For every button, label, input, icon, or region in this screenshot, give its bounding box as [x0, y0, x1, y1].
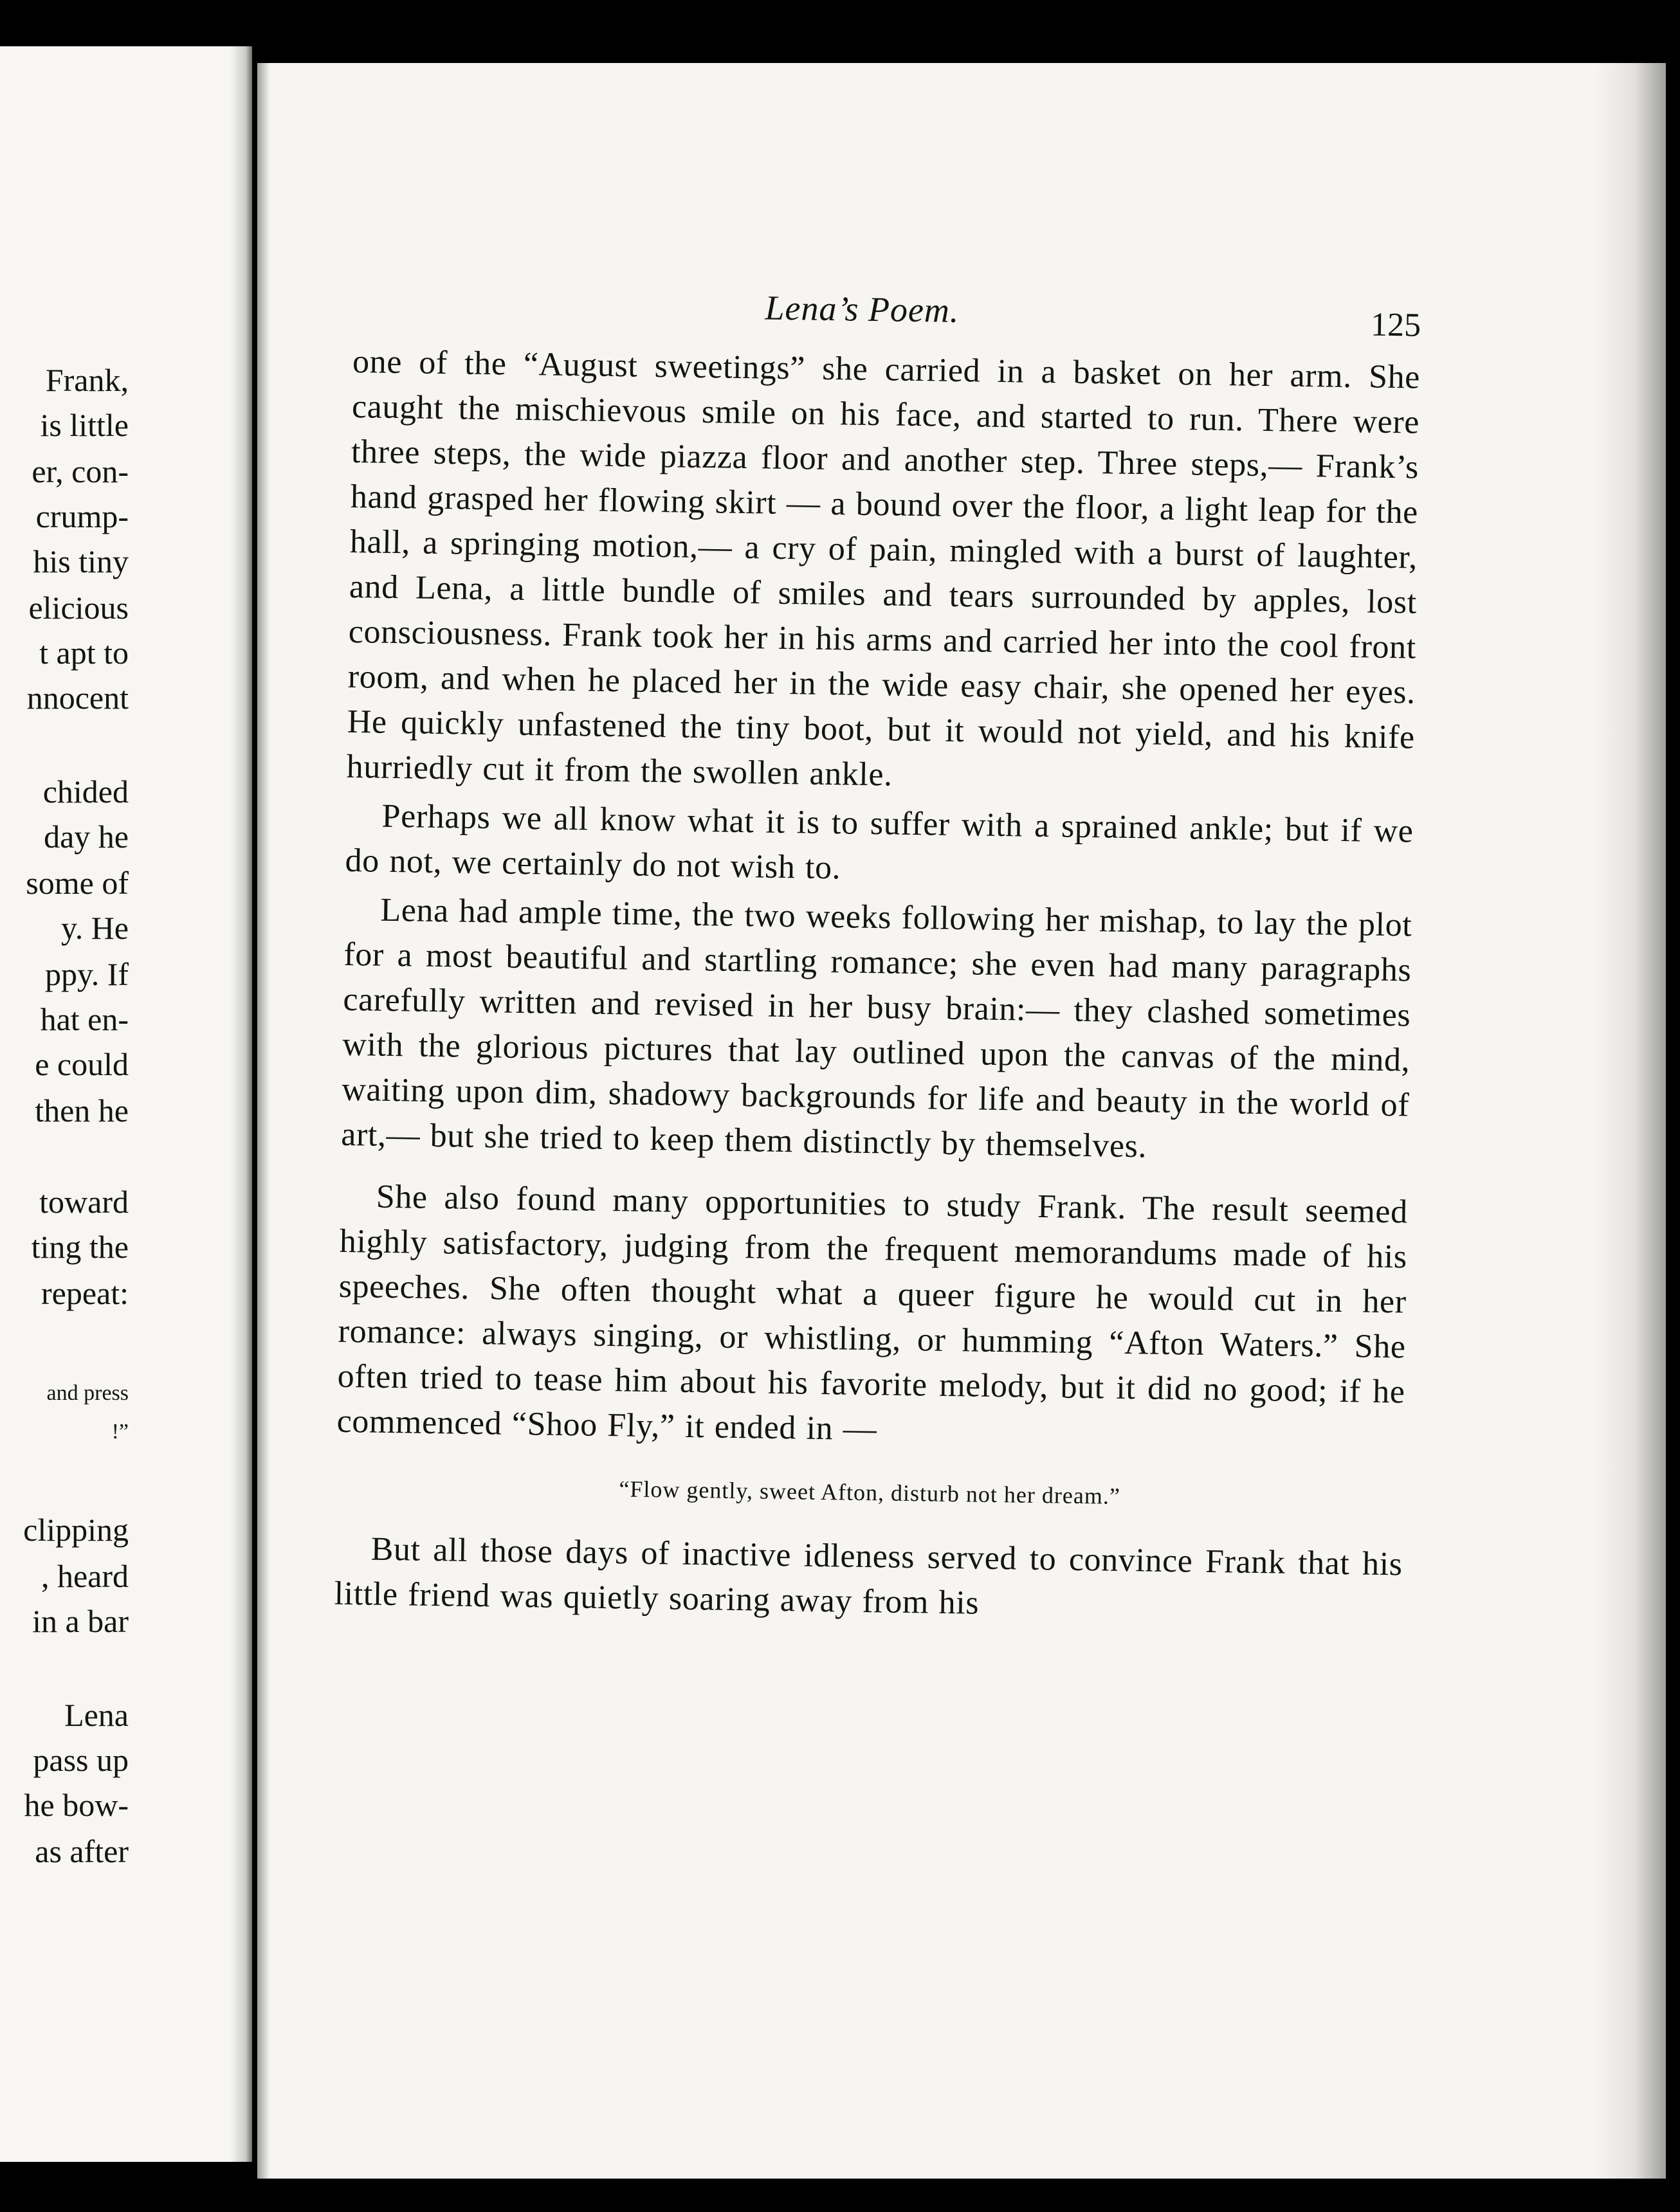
- previous-page-line: pass up: [33, 1742, 129, 1778]
- binding-shadow: [230, 46, 252, 2162]
- previous-page-line: e could: [35, 1046, 129, 1082]
- book-page: [257, 63, 1666, 2179]
- page-inner-shadow: [257, 63, 270, 2179]
- previous-page-line: repeat:: [41, 1275, 129, 1311]
- previous-page-line: ting the: [31, 1229, 129, 1265]
- previous-page-line: Lena: [64, 1697, 129, 1733]
- scan-border: [1666, 0, 1680, 2212]
- page-edge-shadow: [1595, 63, 1666, 2179]
- previous-page-line: his tiny: [33, 543, 129, 579]
- previous-page-line: hat en-: [40, 1001, 129, 1037]
- previous-page-line: Frank,: [45, 362, 129, 398]
- previous-page-fragment: [0, 46, 252, 2162]
- previous-page-line: some of: [26, 865, 129, 901]
- previous-page-line: is little: [40, 407, 129, 443]
- previous-page-line: y. He: [60, 910, 129, 946]
- verse-quote: “Flow gently, sweet Afton, disturb not her dream.”: [619, 1476, 1121, 1509]
- previous-page-line: chided: [42, 774, 129, 810]
- previous-page-line: ppy. If: [44, 956, 129, 992]
- previous-page-line: er, con-: [32, 453, 129, 489]
- previous-page-line: nnocent: [26, 680, 129, 716]
- previous-page-line: , heard: [41, 1558, 129, 1594]
- body-text: [334, 340, 1420, 1632]
- running-title: Lena’s Poem.: [765, 288, 960, 330]
- paragraph: Perhaps we all know what it is to suffer with a sprained ankle; but if we do not, we certainly do not wish to.: [345, 797, 1414, 887]
- page-number: 125: [1370, 306, 1421, 344]
- paragraph: one of the “August sweetings” she carried in a basket on her arm. She caught the mischievous smile on his face, and started to run. There were three steps, the wide piazza floor and another step. Three steps,— Frank’s hand grasped her flowing skirt — a bound over the floor, a light leap for the hall, a springing motion,— a cry of pain, mingled with a burst of laughter, and Lena, a little bundle of smiles and tears surrounded by apples, lost consciousness. Frank took her in his arms and carried her into the cool front room, and when he placed her in the wide easy chair, she opened her eyes. He quickly unfastened the tiny boot, but it would not yield, and his knife hurriedly cut it from the swollen ankle.: [346, 343, 1421, 793]
- previous-page-line: toward: [39, 1184, 129, 1220]
- previous-page-line: day he: [44, 819, 129, 855]
- page-content: [334, 282, 1421, 1632]
- paragraph: But all those days of inactive idleness served to convince Frank that his little friend was quietly soaring away from his: [334, 1530, 1403, 1622]
- previous-page-line: clipping: [23, 1512, 129, 1548]
- paragraph: She also found many opportunities to study Frank. The result seemed highly satisfactory, judging from the frequent memorandums made of his speeches. She often thought what a queer figure he would cut in her romance: always singing, or whistling, or humming “Afton Waters.” She often tried to tease him about his favorite melody, but it did no good; if he commenced “Shoo Fly,” it ended in —: [336, 1178, 1409, 1448]
- previous-page-line: crump-: [35, 498, 129, 534]
- previous-page-line: !”: [111, 1420, 129, 1444]
- previous-page-line: he bow-: [24, 1787, 129, 1823]
- previous-page-line: as after: [35, 1833, 129, 1869]
- previous-page-text: [0, 46, 129, 2162]
- previous-page-line: t apt to: [39, 635, 129, 671]
- paragraph: Lena had ample time, the two weeks following her mishap, to lay the plot for a most beautiful and startling romance; she even had many paragraphs carefully written and revised in her busy brain:— they clashed sometimes with the glorious pictures that lay outlined upon the canvas of the mind, waiting upon dim, shadowy backgrounds for life and beauty in the world of art,— but she tried to keep them distinctly by themselves.: [340, 891, 1412, 1165]
- previous-page-line: then he: [35, 1092, 129, 1129]
- previous-page-line: and press: [46, 1381, 129, 1405]
- previous-page-line: elicious: [28, 590, 129, 626]
- previous-page-line: in a bar: [32, 1603, 129, 1639]
